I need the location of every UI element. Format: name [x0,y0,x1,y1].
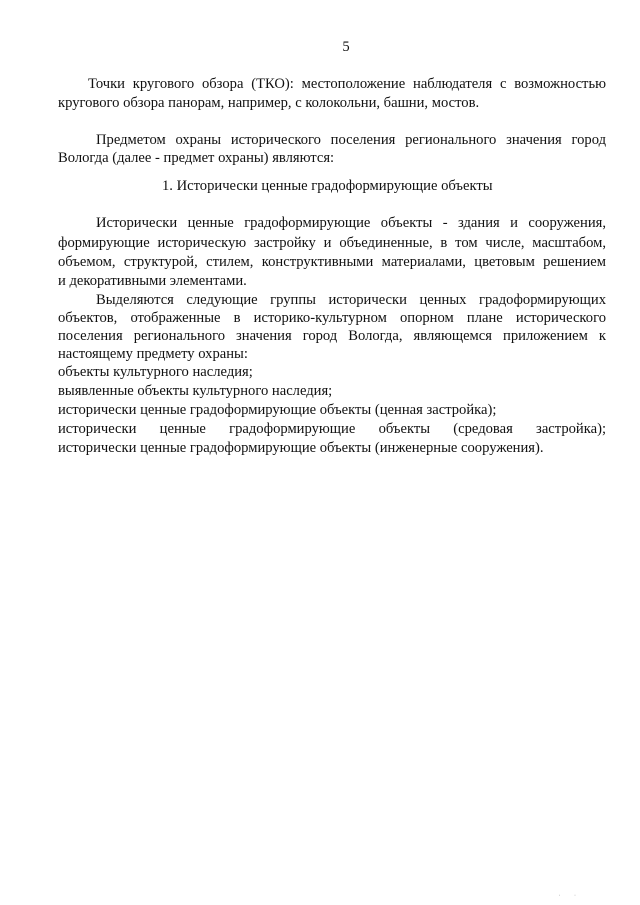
group-list-item: исторически ценные градоформирующие объекты (инженерные сооружения). [58,440,544,456]
section-heading: 1. Исторически ценные градоформирующие объекты [162,178,493,194]
paragraph-groups-line-2: объектов, отображенные в историко-культурном опорном плане исторического [58,310,606,326]
paragraph-tko-line-1: Точки кругового обзора (ТКО): местоположение наблюдателя с возможностью [88,76,606,92]
scan-corner-mark: · · [558,893,582,899]
group-list-item: исторически ценные градоформирующие объекты (ценная застройка); [58,402,497,418]
group-list-item: объекты культурного наследия; [58,364,253,380]
paragraph-definition-line-4: и декоративными элементами. [58,273,247,289]
paragraph-groups-line-1: Выделяются следующие группы исторически ценных градоформирующих [96,292,606,308]
paragraph-definition-line-3: объемом, структурой, стилем, конструктивными материалами, цветовым решением [58,254,606,270]
paragraph-subject-line-2: Вологда (далее - предмет охраны) являются: [58,150,335,166]
group-list-item: исторически ценные градоформирующие объекты (средовая застройка); [58,421,606,437]
group-list-item: выявленные объекты культурного наследия; [58,383,333,399]
paragraph-groups-line-3: поселения регионального значения город Вологда, являющемся приложением к [58,328,606,344]
page-number: 5 [342,39,350,55]
paragraph-definition-line-2: формирующие историческую застройку и объединенные, в том числе, масштабом, [58,235,606,251]
paragraph-subject-line-1: Предметом охраны исторического поселения регионального значения город [96,132,606,148]
paragraph-tko-line-2: кругового обзора панорам, например, с колокольни, башни, мостов. [58,95,480,111]
paragraph-definition-line-1: Исторически ценные градоформирующие объекты - здания и сооружения, [96,215,606,231]
paragraph-groups-line-4: настоящему предмету охраны: [58,346,248,362]
